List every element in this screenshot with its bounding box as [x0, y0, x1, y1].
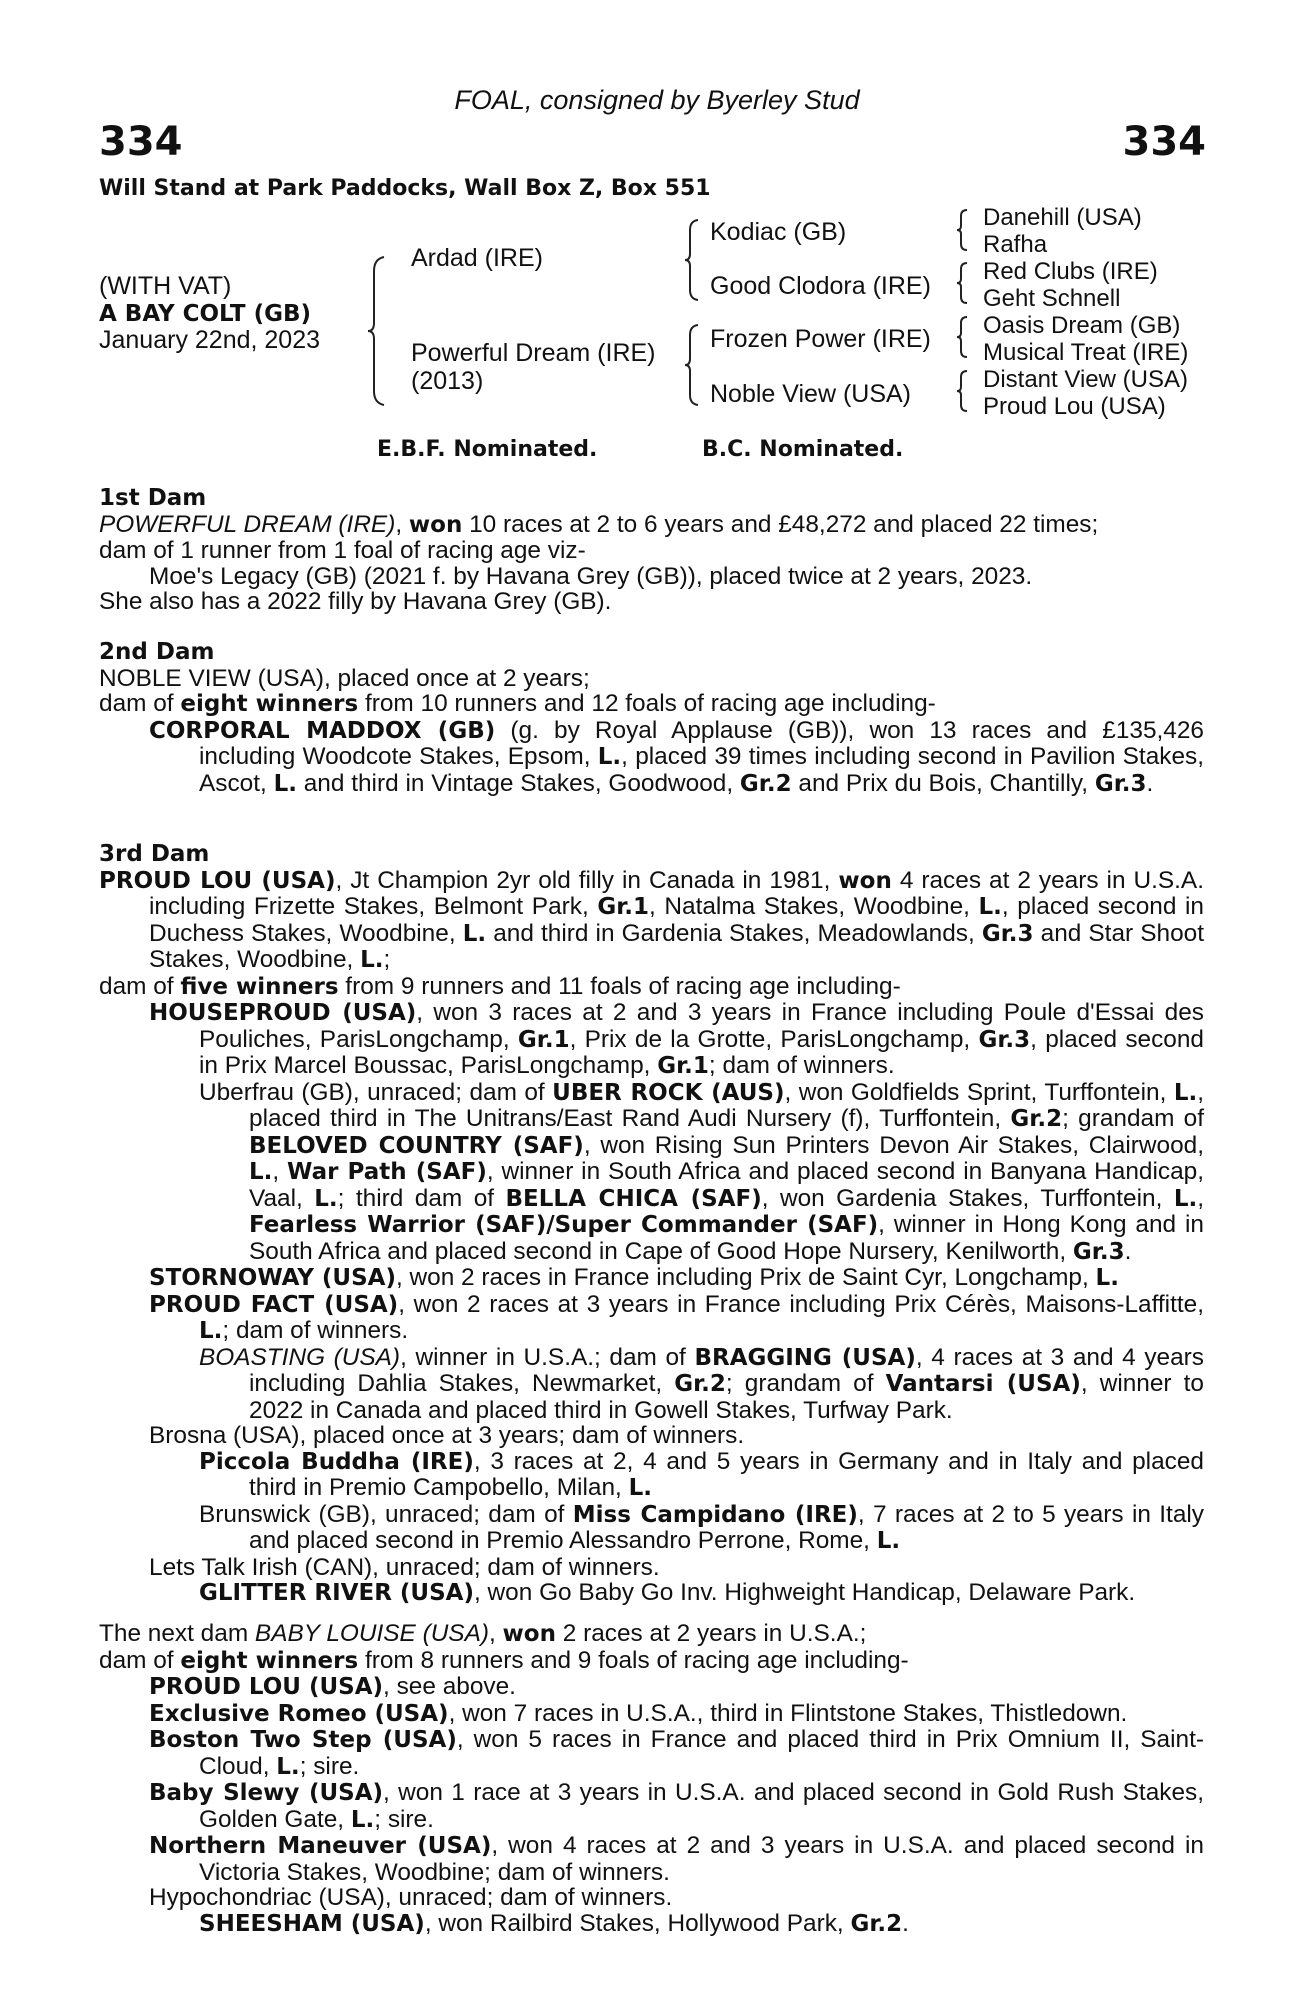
produce-baby-slewy: Baby Slewy (USA), won 1 race at 3 years in U.S.A. and placed second in Gold Rush Stakes, Golden Gate, L.; sire.: [149, 1779, 1204, 1833]
pedigree-dam-dam: Noble View (USA): [710, 380, 912, 408]
produce-brunswick: Brunswick (GB), unraced; dam of Miss Campidano (IRE), 7 races at 2 to 5 years in Italy and placed second in Premio Alessandro Perrone, Rome, L.: [199, 1500, 1204, 1554]
pedigree-brace-sd: [955, 261, 969, 305]
first-dam-produce-summary: dam of 1 runner from 1 foal of racing age viz-: [99, 537, 586, 564]
produce-boston-two-step: Boston Two Step (USA), won 5 races in France and placed third in Prix Omnium II, Saint-Cloud, L.; sire.: [149, 1726, 1204, 1780]
pedigree-brace-sire: [683, 218, 701, 302]
produce-piccola-buddha: Piccola Buddha (IRE), 3 races at 2, 4 and 5 years in Germany and in Italy and placed third in Premio Campobello, Milan, L.: [199, 1447, 1204, 1501]
produce-lets-talk-irish: Lets Talk Irish (CAN), unraced; dam of winners.: [149, 1553, 660, 1581]
first-dam-line: POWERFUL DREAM (IRE), won 10 races at 2 to 6 years and £48,272 and placed 22 times;: [99, 510, 1099, 538]
pedigree-g3-1: Danehill (USA): [983, 204, 1142, 231]
produce-stornoway: STORNOWAY (USA), won 2 races in France including Prix de Saint Cyr, Longchamp, L.: [149, 1264, 1119, 1291]
ebf-nominated: E.B.F. Nominated.: [377, 437, 598, 462]
produce-northern-maneuver: Northern Maneuver (USA), won 4 races at 2 and 3 years in U.S.A. and placed second in Victoria Stakes, Woodbine; dam of winners.: [149, 1832, 1204, 1886]
first-dam-heading: 1st Dam: [99, 485, 207, 511]
next-dam-line: The next dam BABY LOUISE (USA), won 2 races at 2 years in U.S.A.;: [99, 1620, 867, 1647]
pedigree-brace-main: [366, 255, 388, 407]
pedigree-brace-dam: [683, 323, 701, 407]
pedigree-g3-6: Musical Treat (IRE): [983, 339, 1189, 366]
pedigree-sire: Ardad (IRE): [411, 244, 543, 272]
produce-sheesham: SHEESHAM (USA), won Railbird Stakes, Hollywood Park, Gr.2.: [199, 1909, 909, 1937]
produce-boasting: BOASTING (USA), winner in U.S.A.; dam of BRAGGING (USA), 4 races at 3 and 4 years including Dahlia Stakes, Newmarket, Gr.2; grandam of Vantarsi (USA), winner to 2022 in Canada and placed third in Gowell Stakes, Turfway Park.: [199, 1343, 1204, 1424]
produce-brosna: Brosna (USA), placed once at 3 years; dam of winners.: [149, 1422, 745, 1449]
lot-number-left: 334: [99, 119, 183, 165]
produce-houseproud: HOUSEPROUD (USA), won 3 races at 2 and 3 years in France including Poule d'Essai des Pouliches, ParisLongchamp, Gr.1, Prix de la Grotte, ParisLongchamp, Gr.3, placed second in Prix Marcel Boussac, ParisLongchamp, Gr.1; dam of winners.: [149, 999, 1204, 1079]
lot-number-right: 334: [1122, 119, 1206, 165]
date-of-birth: January 22nd, 2023: [99, 326, 321, 354]
first-dam-produce-item: Moe's Legacy (GB) (2021 f. by Havana Grey (GB)), placed twice at 2 years, 2023.: [149, 562, 1033, 590]
pedigree-dam-year: (2013): [411, 367, 484, 395]
first-dam-note: She also has a 2022 filly by Havana Grey (GB).: [99, 588, 612, 615]
second-dam-heading: 2nd Dam: [99, 639, 215, 665]
second-dam-section: [99, 640, 1204, 797]
pedigree-dam-sire: Frozen Power (IRE): [710, 325, 931, 353]
third-dam-section: [99, 842, 1204, 1607]
pedigree-g3-4: Geht Schnell: [983, 285, 1121, 312]
pedigree-g3-5: Oasis Dream (GB): [983, 312, 1181, 339]
third-dam-produce-summary: dam of five winners from 9 runners and 11 foals of racing age including-: [99, 972, 901, 1000]
pedigree-g3-7: Distant View (USA): [983, 366, 1188, 393]
second-dam-produce-summary: dam of eight winners from 10 runners and 12 foals of racing age including-: [99, 690, 936, 717]
next-dam-section: [99, 1621, 1204, 1937]
consignor-line: FOAL, consigned by Byerley Stud: [454, 85, 860, 115]
produce-corporal-maddox: CORPORAL MADDOX (GB) (g. by Royal Applause (GB)), won 13 races and £135,426 including Woodcote Stakes, Epsom, L., placed 39 times including second in Pavilion Stakes, Ascot, L. and third in Vintage Stakes, Goodwood, Gr.2 and Prix du Bois, Chantilly, Gr.3.: [149, 716, 1204, 797]
next-dam-produce-summary: dam of eight winners from 8 runners and 9 foals of racing age including-: [99, 1646, 909, 1674]
pedigree-g3-2: Rafha: [983, 231, 1048, 258]
vat-label: (WITH VAT): [99, 272, 232, 300]
second-dam-line: NOBLE VIEW (USA), placed once at 2 years;: [99, 664, 590, 692]
pedigree-g3-3: Red Clubs (IRE): [983, 258, 1158, 285]
horse-name: A BAY COLT (GB): [99, 301, 312, 327]
pedigree-brace-ds: [955, 315, 969, 359]
produce-exclusive-romeo: Exclusive Romeo (USA), won 7 races in U.S.A., third in Flintstone Stakes, Thistledown.: [149, 1699, 1128, 1727]
pedigree-dam: Powerful Dream (IRE): [411, 339, 656, 367]
pedigree-g3-8: Proud Lou (USA): [983, 393, 1166, 420]
stand-location: Will Stand at Park Paddocks, Wall Box Z, Box 551: [99, 176, 711, 201]
pedigree-brace-dd: [955, 369, 969, 413]
first-dam-name: POWERFUL DREAM (IRE): [99, 510, 396, 538]
produce-uberfrau: Uberfrau (GB), unraced; dam of UBER ROCK (AUS), won Goldfields Sprint, Turffontein, L., placed third in The Unitrans/East Rand Audi Nursery (f), Turffontein, Gr.2; grandam of BELOVED COUNTRY (SAF), won Rising Sun Printers Devon Air Stakes, Clairwood, L., War Path (SAF), winner in South Africa and placed second in Banyana Handicap, Vaal, L.; third dam of BELLA CHICA (SAF), won Gardenia Stakes, Turffontein, L., Fearless Warrior (SAF)/Super Commander (SAF), winner in Hong Kong and in South Africa and placed second in Cape of Good Hope Nursery, Kenilworth, Gr.3.: [199, 1078, 1205, 1265]
produce-proud-fact: PROUD FACT (USA), won 2 races at 3 years in France including Prix Cérès, Maisons-Laffitte, L.; dam of winners.: [149, 1290, 1204, 1344]
third-dam-heading: 3rd Dam: [99, 841, 210, 867]
third-dam-proud-lou: PROUD LOU (USA), Jt Champion 2yr old filly in Canada in 1981, won 4 races at 2 years in U.S.A. including Frizette Stakes, Belmont Park, Gr.1, Natalma Stakes, Woodbine, L., placed second in Duchess Stakes, Woodbine, L. and third in Gardenia Stakes, Meadowlands, Gr.3 and Star Shoot Stakes, Woodbine, L.;: [99, 866, 1204, 973]
produce-proud-lou-ref: PROUD LOU (USA), see above.: [149, 1673, 516, 1700]
pedigree-sire-dam: Good Clodora (IRE): [710, 272, 931, 300]
produce-hypochondriac: Hypochondriac (USA), unraced; dam of winners.: [149, 1884, 673, 1911]
bc-nominated: B.C. Nominated.: [702, 437, 904, 462]
pedigree-sire-sire: Kodiac (GB): [710, 218, 847, 246]
pedigree-brace-ss: [955, 208, 969, 252]
first-dam-section: [99, 486, 1204, 615]
produce-glitter-river: GLITTER RIVER (USA), won Go Baby Go Inv. Highweight Handicap, Delaware Park.: [199, 1579, 1136, 1606]
